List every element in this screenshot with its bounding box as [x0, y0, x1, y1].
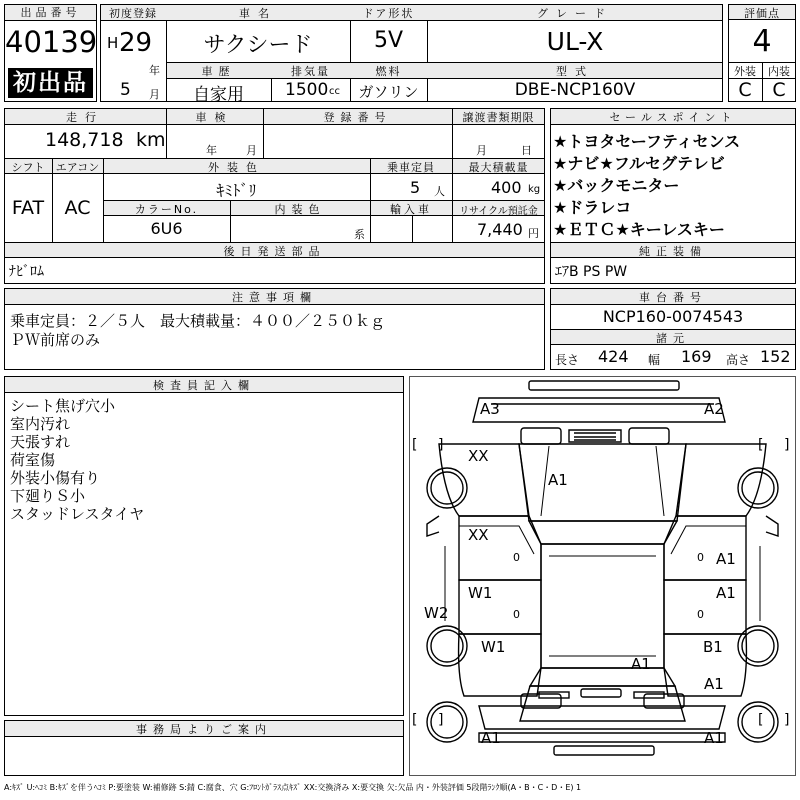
reg-number-label: 登録番号 [323, 111, 392, 124]
sales-point-5: ★ＥＴＣ★キーレスキー [553, 220, 725, 239]
car-name: サクシード [203, 33, 313, 58]
first-reg-month: 5 [120, 80, 131, 100]
color: ｷﾐﾄﾞﾘ [216, 181, 257, 200]
office-label: 事務局よりご案内 [136, 723, 272, 736]
insp-month-unit: 月 [246, 144, 257, 157]
inspector-line-2: 室内汚れ [10, 415, 71, 433]
insp-year-unit: 年 [206, 144, 217, 157]
interior-label: 内装 [768, 65, 790, 78]
grade: UL-X [546, 27, 604, 56]
mileage: 148,718 [45, 129, 124, 151]
model: DBE-NCP160V [514, 80, 636, 100]
mark-a1-bottom-left: A1 [481, 729, 501, 747]
ac: AC [64, 197, 91, 219]
inspection-label: 車検 [195, 111, 234, 124]
doors-label: ドア形状 [362, 7, 415, 20]
model-label: 型式 [556, 65, 594, 78]
import-label: 輸入車 [390, 203, 432, 216]
chassis-label: 車台番号 [639, 291, 707, 304]
mark-w1-front: W1 [468, 584, 493, 602]
dims-label: 諸元 [656, 332, 690, 345]
mark-w2: W2 [424, 604, 449, 622]
bracket-right-4: ] [784, 712, 790, 728]
color-no: 6U6 [150, 219, 183, 238]
doors: 5V [373, 28, 404, 53]
inspector-line-1: シート焦げ穴小 [10, 397, 116, 415]
legend: A:ｷｽﾞ U:ﾍｺﾐ B:ｷｽﾞを伴うﾍｺﾐ P:要塗装 W:補修跡 S:錆 C:腐食、穴 G:ﾌﾛﾝﾄｶﾞﾗｽ点ｷｽﾞ XX:交換済み X:要交換 欠:欠品 内・外装評価 5段階ﾗﾝｸ順(A・B・C・D・E) 1 [4, 783, 582, 792]
exterior-label: 外装 [734, 65, 756, 78]
first-listing-badge: 初出品 [8, 68, 93, 98]
damage-diagram [409, 376, 796, 776]
mark-a1-rf-door: A1 [716, 550, 736, 568]
int-color-label: 内装色 [274, 203, 326, 216]
capacity-unit: 人 [434, 185, 445, 198]
displacement-unit: cc [329, 86, 340, 97]
mark-a1-hood: A1 [548, 471, 568, 489]
year-unit: 年 [149, 64, 160, 77]
sales-point-3: ★バックモニター [553, 176, 680, 195]
mark-a2: A2 [704, 400, 724, 418]
inspector-line-6: 下廻りＳ小 [10, 487, 86, 505]
capacity-label: 乗車定員 [387, 161, 435, 174]
mark-a1-rr-door: A1 [716, 584, 736, 602]
inspector-line-7: スタッドレスタイヤ [10, 505, 145, 523]
transfer-day-unit: 日 [521, 144, 532, 157]
recycle: 7,440 [477, 220, 523, 239]
score-label: 評価点 [744, 7, 780, 20]
width: 169 [681, 347, 712, 366]
equipment: ｴｱB PS PW [555, 264, 628, 280]
history: 自家用 [193, 85, 244, 105]
lot-number: 40139 [5, 25, 98, 59]
mark-a1-roof: A1 [631, 655, 651, 673]
load-unit: kg [528, 184, 541, 195]
first-reg-year: 29 [119, 28, 153, 58]
lot-number-box [4, 4, 97, 102]
interior-grade: C [772, 79, 786, 101]
era: H [107, 34, 119, 52]
ac-label: エアコン [55, 161, 100, 174]
mark-zero-3: 0 [513, 608, 520, 621]
capacity: 5 [410, 178, 421, 197]
color-no-label: カラーNo. [134, 203, 199, 216]
bracket-right-1: ] [438, 437, 444, 453]
car-name-label: 車名 [239, 7, 277, 20]
length-label: 長さ [555, 353, 580, 367]
mark-a1-rear-fender: A1 [704, 675, 724, 693]
mark-a3: A3 [480, 400, 500, 418]
bracket-left-1: [ [412, 437, 418, 453]
height-label: 高さ [726, 353, 751, 367]
height: 152 [760, 347, 791, 366]
mark-zero-1: 0 [513, 551, 520, 564]
notes-line-1: 乗車定員：２／５人 最大積載量：４００／２５０ｋｇ [10, 312, 386, 330]
car-outline [409, 376, 796, 776]
bracket-right-3: ] [438, 712, 444, 728]
bracket-left-4: [ [758, 712, 764, 728]
color-label: 外装色 [208, 161, 265, 174]
width-label: 幅 [648, 353, 661, 367]
mark-zero-4: 0 [697, 608, 704, 621]
mark-xx-2: XX [468, 526, 489, 544]
mileage-label: 走行 [66, 111, 104, 124]
sales-points-label: セールスポイント [609, 111, 737, 124]
sales-point-1: ★トヨタセーフティセンス [553, 132, 741, 151]
load: 400 [491, 178, 522, 197]
deferred-label: 後日発送部品 [223, 245, 326, 258]
mark-a1-bottom-right: A1 [704, 729, 724, 747]
mileage-unit: km [136, 129, 166, 151]
grade-label: グレード [537, 7, 613, 20]
exterior-grade: C [738, 79, 752, 101]
inspector-line-3: 天張すれ [10, 433, 71, 451]
bracket-left-2: [ [758, 437, 764, 453]
sales-point-4: ★ドラレコ [553, 198, 632, 217]
bracket-left-3: [ [412, 712, 418, 728]
mark-xx-1: XX [468, 447, 489, 465]
chassis-number: NCP160-0074543 [602, 307, 744, 326]
length: 424 [598, 347, 629, 366]
shift: FAT [11, 197, 45, 219]
month-unit: 月 [149, 88, 160, 101]
score: 4 [752, 24, 772, 59]
transfer-label: 譲渡書類期限 [462, 111, 535, 124]
history-label: 車歴 [201, 65, 236, 78]
recycle-unit: 円 [528, 227, 539, 240]
displacement: 1500 [285, 80, 329, 100]
sales-point-2: ★ナビ★フルセグテレビ [553, 154, 725, 173]
inspector-label: 検査員記入欄 [153, 379, 255, 392]
int-color-unit: 系 [354, 228, 365, 241]
equipment-label: 純正装備 [639, 245, 707, 258]
displacement-label: 排気量 [291, 65, 330, 78]
load-label: 最大積載量 [468, 161, 529, 174]
bracket-right-2: ] [784, 437, 790, 453]
mark-w1-rear: W1 [481, 638, 506, 656]
recycle-label: リサイクル預託金 [459, 206, 538, 217]
shift-label: シフト [11, 161, 45, 174]
notes-line-2: ＰＷ前席のみ [10, 331, 101, 349]
fuel-label: 燃料 [375, 65, 402, 78]
fuel: ガソリン [358, 83, 419, 101]
inspector-line-5: 外装小傷有り [10, 469, 101, 487]
lot-number-label: 出品番号 [5, 5, 96, 21]
notes-label: 注意事項欄 [232, 291, 317, 304]
mark-b1: B1 [703, 638, 723, 656]
first-reg-label: 初度登録 [109, 7, 157, 20]
inspector-line-4: 荷室傷 [10, 451, 56, 469]
deferred: ﾅﾋﾞﾛﾑ [9, 264, 44, 280]
mark-zero-2: 0 [697, 551, 704, 564]
transfer-month-unit: 月 [476, 144, 487, 157]
